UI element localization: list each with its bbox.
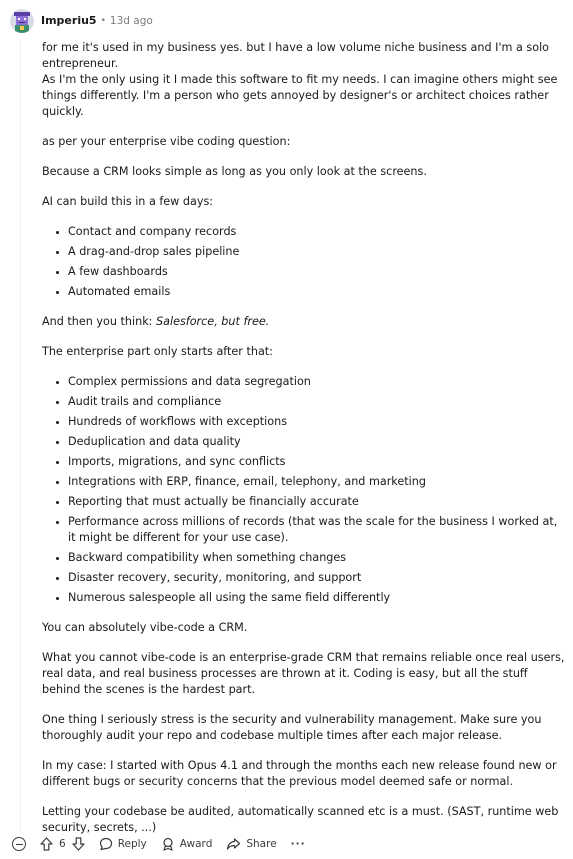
list-item: • Reporting that must actually be financially accurate	[68, 494, 567, 510]
share-button[interactable]	[226, 836, 276, 852]
arrow-down-icon[interactable]	[72, 837, 85, 851]
paragraph: AI can build this in a few days:	[42, 195, 214, 208]
list-item: • Audit trails and compliance	[68, 394, 567, 410]
paragraph: Letting your codebase be audited, automatically scanned etc is a must. (SAST, runtime web security, secrets, ...)	[42, 805, 559, 834]
comment-body	[42, 40, 567, 850]
feature-list	[42, 224, 567, 300]
collapse-circle-minus-icon[interactable]	[12, 837, 26, 851]
share-label: Share	[246, 838, 277, 850]
paragraph: Because a CRM looks simple as long as you only look at the screens.	[42, 165, 427, 178]
list-item: • Contact and company records	[68, 224, 567, 240]
list-item: • Numerous salespeople all using the same field differently	[68, 590, 567, 606]
list-item: • Integrations with ERP, finance, email, telephony, and marketing	[68, 474, 567, 490]
list-item: • Deduplication and data quality	[68, 434, 567, 450]
list-item: • Complex permissions and data segregation	[68, 374, 567, 390]
paragraph: In my case: I started with Opus 4.1 and through the months each new release found new or different bugs or security concerns that the previous model deemed safe or normal.	[42, 759, 557, 788]
timestamp[interactable]: 13d ago	[109, 15, 153, 27]
arrow-up-icon[interactable]	[40, 837, 53, 851]
author-name[interactable]: Imperiu5	[41, 14, 97, 27]
separator-dot: •	[100, 16, 106, 26]
paragraph: The enterprise part only starts after that:	[42, 345, 273, 358]
list-item: • Performance across millions of records (that was the scale for the business I worked at, it might be different for your use case).	[68, 514, 567, 546]
chat-bubble-icon	[99, 837, 113, 851]
award-button[interactable]	[161, 836, 213, 852]
award-label: Award	[179, 838, 213, 850]
list-item: • A drag-and-drop sales pipeline	[68, 244, 567, 260]
comment-header	[10, 8, 153, 34]
ellipsis-icon[interactable]: ···	[290, 838, 306, 850]
share-arrow-icon	[226, 837, 241, 851]
list-item: • Disaster recovery, security, monitoring, and support	[68, 570, 567, 586]
paragraph	[42, 40, 567, 120]
thread-line[interactable]	[20, 42, 21, 832]
vote-group	[40, 836, 85, 852]
list-item: • Imports, migrations, and sync conflicts	[68, 454, 567, 470]
list-item: • A few dashboards	[68, 264, 567, 280]
paragraph-text: And then you think:	[42, 315, 156, 328]
vote-score: 6	[59, 838, 66, 850]
paragraph: as per your enterprise vibe coding question:	[42, 135, 291, 148]
avatar[interactable]	[10, 9, 34, 33]
paragraph: One thing I seriously stress is the security and vulnerability management. Make sure you thoroughly audit your repo and codebase multiple times after each major release.	[42, 713, 542, 742]
list-item: • Automated emails	[68, 284, 567, 300]
reply-label: Reply	[117, 838, 147, 850]
paragraph: You can absolutely vibe-code a CRM.	[42, 621, 248, 634]
comment-actions	[12, 833, 572, 855]
list-item: • Backward compatibility when something changes	[68, 550, 567, 566]
paragraph-text: As I'm the only using it I made this software to fit my needs. I can imagine others might see things differently. I'm a person who gets annoyed by designer's or architect choices rather quickly.	[42, 73, 558, 118]
emphasis-text: Salesforce, but free.	[156, 315, 270, 328]
paragraph	[42, 314, 567, 330]
reply-button[interactable]	[99, 836, 147, 852]
paragraph: What you cannot vibe-code is an enterprise-grade CRM that remains reliable once real users, real data, and real business processes are thrown at it. Coding is easy, but all the stuff behind the scenes is the hardest part.	[42, 651, 565, 696]
paragraph-text: for me it's used in my business yes. but I have a low volume niche business and I'm a solo entrepreneur.	[42, 41, 550, 70]
enterprise-list	[42, 374, 567, 606]
list-item: • Hundreds of workflows with exceptions	[68, 414, 567, 430]
award-ribbon-icon	[161, 837, 175, 851]
